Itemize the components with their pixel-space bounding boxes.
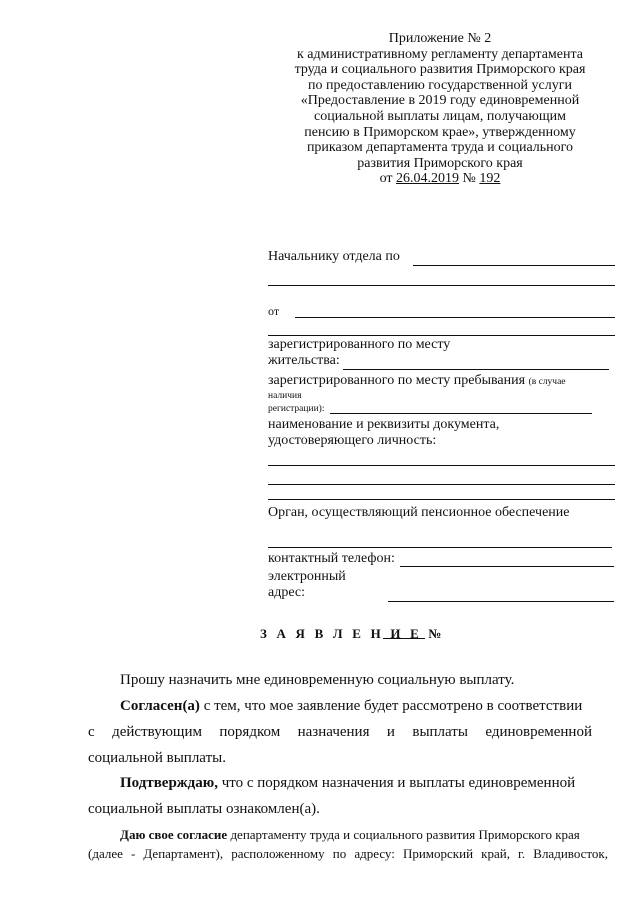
header-line: социальной выплаты лицам, получающим (314, 108, 566, 124)
consent-review-line-1 (88, 693, 592, 719)
if-note-3: регистрации): (268, 404, 325, 414)
from-field-2[interactable] (268, 335, 615, 336)
to-head-label: Начальнику отдела по (268, 249, 400, 264)
confirm-bold: Подтверждаю, (120, 775, 218, 791)
doc-field-3[interactable] (268, 499, 615, 500)
appendix-header (255, 31, 625, 187)
request-text: Прошу назначить мне единовременную социальную выплату. (120, 672, 515, 688)
number-prefix: № (459, 171, 480, 187)
header-line: труда и социального развития Приморского края (294, 62, 586, 78)
doc-field-2[interactable] (268, 484, 615, 485)
to-head-field-2[interactable] (268, 285, 615, 286)
confirm-line-1 (88, 770, 592, 796)
header-line: к административному регламенту департамента (296, 46, 583, 62)
email-field[interactable] (388, 601, 614, 602)
registered-stay-label (268, 373, 566, 389)
paragraph-data-consent (88, 825, 608, 863)
confirm-rest: что с порядком назначения и выплаты единовременной (217, 775, 576, 791)
data-consent-line-1 (88, 825, 608, 844)
phone-label: контактный телефон: (268, 551, 395, 566)
if-note-2: наличия (268, 391, 302, 401)
header-line: Приложение № 2 (388, 31, 492, 46)
doc-label-2: удостоверяющего личность: (268, 433, 437, 448)
registered-residence-label: зарегистрированного по месту (268, 337, 451, 352)
stay-field[interactable] (330, 413, 592, 414)
doc-field-1[interactable] (268, 465, 615, 466)
statement-title: З А Я В Л Е Н И Е № (260, 626, 445, 641)
consent-review-rest: с тем, что мое заявление будет рассмотрено в соответствии (199, 698, 583, 714)
consent-review-line-3: социальной выплаты. (88, 750, 226, 766)
consent-bold: Согласен(а) (120, 698, 200, 714)
doc-label-1: наименование и реквизиты документа, (268, 417, 500, 432)
data-consent-rest: департаменту труда и социального развития Приморского края (227, 827, 580, 842)
header-line: развития Приморского края (357, 155, 523, 171)
from-label: от (268, 304, 280, 318)
email-label-2: адрес: (268, 585, 306, 600)
if-note-1: (в случае (528, 377, 566, 387)
order-number: 192 (479, 171, 501, 187)
pension-body-field[interactable] (268, 547, 612, 548)
data-consent-bold: Даю свое согласие (120, 827, 228, 842)
header-line: по предоставлению государственной услуги (308, 77, 572, 93)
header-line: «Предоставление в 2019 году единовременной (300, 93, 580, 109)
statement-number-field[interactable] (383, 638, 425, 639)
date-prefix: от (379, 171, 397, 187)
phone-field[interactable] (400, 566, 614, 567)
from-field[interactable] (295, 317, 615, 318)
consent-review-line-2: с действующим порядком назначения и выплаты единовременной (88, 724, 592, 740)
data-consent-line-2: (далее - Департамент), расположенному по адресу: Приморский край, г. Владивосток, (88, 846, 608, 861)
confirm-line-2: социальной выплаты ознакомлен(а). (88, 801, 320, 817)
pension-body-label: Орган, осуществляющий пенсионное обеспечение (268, 505, 570, 520)
paragraph-request (88, 667, 592, 693)
paragraph-confirm (88, 770, 592, 822)
residence-field[interactable] (343, 369, 609, 370)
email-label-1: электронный (268, 569, 346, 584)
header-line: приказом департамента труда и социального (306, 140, 574, 156)
to-head-field[interactable] (413, 265, 615, 266)
paragraph-consent-review (88, 693, 592, 771)
residence-label: жительства: (268, 353, 340, 368)
header-line: пенсию в Приморском крае», утвержденному (304, 124, 576, 140)
order-date-line (255, 171, 625, 187)
registered-stay-text: зарегистрированного по месту пребывания (268, 373, 526, 388)
order-date: 26.04.2019 (396, 171, 460, 187)
